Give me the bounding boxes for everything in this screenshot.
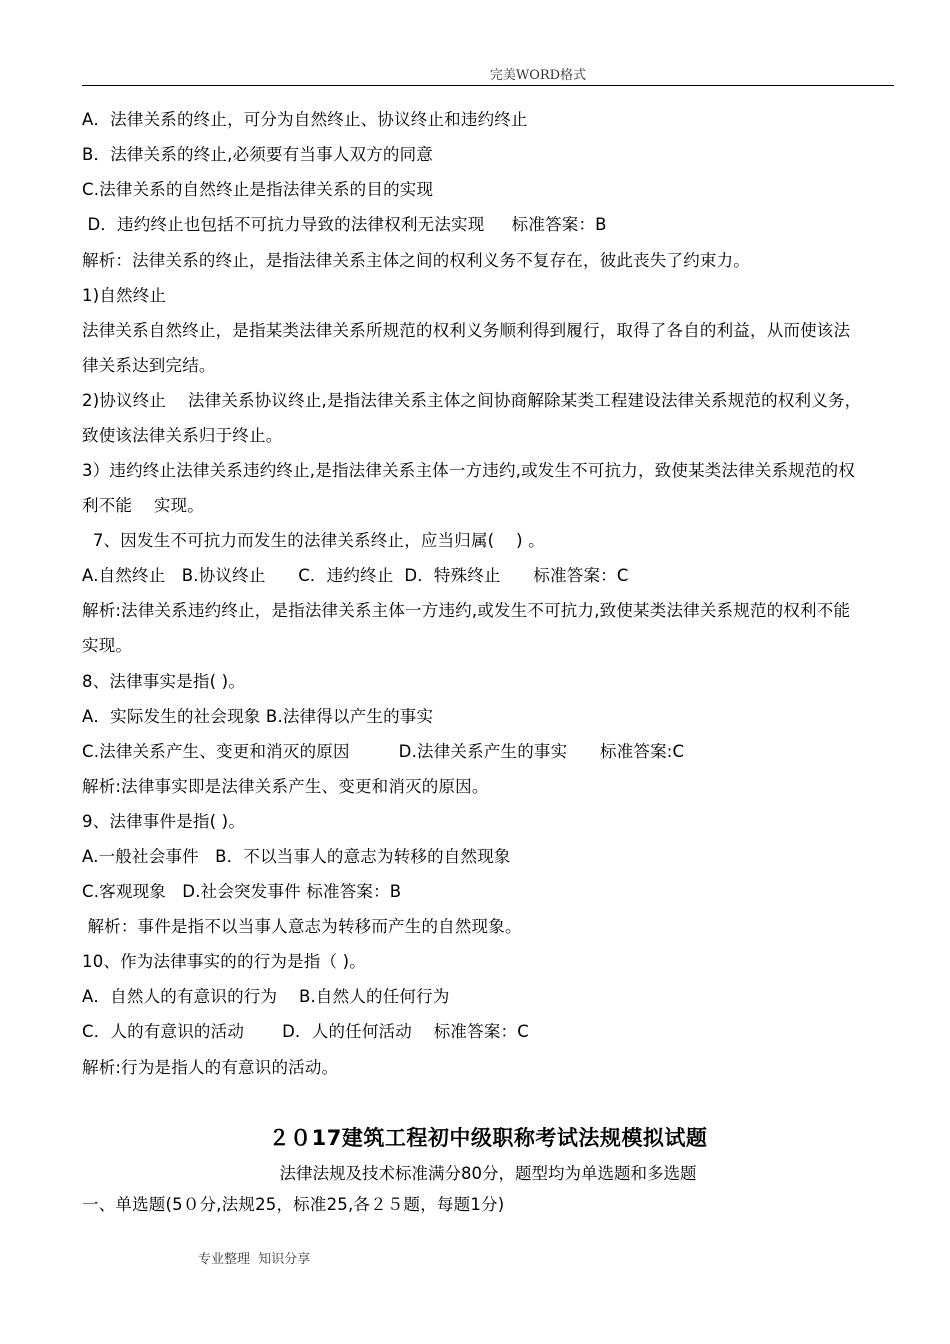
text-line: 解析：法律关系的终止，是指法律关系主体之间的权利义务不复存在，彼此丧失了约束力。	[82, 251, 750, 270]
text-line: 7、因发生不可抗力而发生的法律关系终止，应当归属( ) 。	[82, 531, 545, 550]
text-line: 9、法律事件是指( )。	[82, 812, 246, 831]
text-line: 10、作为法律事实的的行为是指（ )。	[82, 952, 366, 971]
text-line: 解析：事件是指不以当事人意志为转移而产生的自然现象。	[82, 917, 522, 936]
header-divider	[82, 85, 894, 86]
text-line: 3）违约终止法律关系违约终止,是指法律关系主体一方违约,或发生不可抗力，致使某类法律关系规范的权	[82, 461, 856, 480]
text-line: 法律关系自然终止，是指某类法律关系所规范的权利义务顺利得到履行，取得了各自的利益，从而使该法	[82, 321, 851, 340]
text-line: 实现。	[82, 636, 133, 655]
text-line: C.法律关系产生、变更和消灭的原因 D.法律关系产生的事实 标准答案:C	[82, 742, 685, 761]
text-line: 1)自然终止	[82, 286, 167, 305]
text-line: 解析:法律事实即是法律关系产生、变更和消灭的原因。	[82, 777, 489, 796]
text-line: B．法律关系的终止,必须要有当事人双方的同意	[82, 145, 433, 164]
text-line: 律关系达到完结。	[82, 356, 216, 375]
text-line: 利不能 实现。	[82, 496, 204, 515]
document-subtitle: 法律法规及技术标准满分80分，题型均为单选题和多选题	[279, 1164, 697, 1183]
text-line: A．自然人的有意识的行为 B.自然人的任何行为	[82, 987, 450, 1006]
document-title: ２０17建筑工程初中级职称考试法规模拟试题	[268, 1126, 708, 1150]
text-line: A．法律关系的终止，可分为自然终止、协议终止和违约终止	[82, 110, 528, 129]
text-line: 解析:法律关系违约终止，是指法律关系主体一方违约,或发生不可抗力,致使某类法律关系规范的权利不能	[82, 601, 851, 620]
text-line: D．违约终止也包括不可抗力导致的法律权利无法实现 标准答案：B	[82, 215, 607, 234]
text-line: 8、法律事实是指( )。	[82, 672, 246, 691]
page-header: 完美WORD格式	[489, 68, 587, 83]
text-line: A.自然终止 B.协议终止 C．违约终止 D．特殊终止 标准答案：C	[82, 566, 629, 585]
text-line: C.客观现象 D.社会突发事件 标准答案：B	[82, 882, 402, 901]
text-line: 2)协议终止 法律关系协议终止,是指法律关系主体之间协商解除某类工程建设法律关系规范的权利义务，	[82, 391, 862, 410]
text-line: 解析:行为是指人的有意识的活动。	[82, 1058, 339, 1077]
text-line: C.法律关系的自然终止是指法律关系的目的实现	[82, 180, 434, 199]
text-line: C．人的有意识的活动 D．人的任何活动 标准答案：C	[82, 1022, 529, 1041]
section-heading: 一、单选题(5０分,法规25，标准25,各２５题，每题1分)	[82, 1195, 505, 1214]
text-line: A.一般社会事件 B．不以当事人的意志为转移的自然现象	[82, 847, 511, 866]
text-line: A．实际发生的社会现象 B.法律得以产生的事实	[82, 707, 434, 726]
page-footer: 专业整理 知识分享	[198, 1252, 311, 1267]
text-line: 致使该法律关系归于终止。	[82, 426, 283, 445]
